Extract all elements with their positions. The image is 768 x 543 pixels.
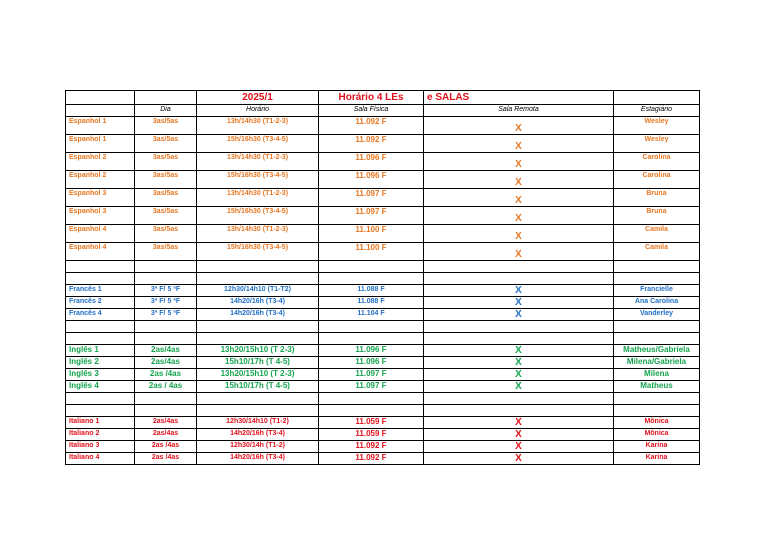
intern-cell: Wesley xyxy=(614,117,700,135)
cell xyxy=(135,261,197,273)
time-cell: 14h20/16h (T3-4) xyxy=(197,309,319,321)
physical-room-cell: 11.092 F xyxy=(319,135,424,153)
intern-cell: Carolina xyxy=(614,153,700,171)
remote-room-mark: X xyxy=(424,171,614,189)
cell xyxy=(614,321,700,333)
cell xyxy=(197,393,319,405)
day-cell: 2as/4as xyxy=(135,429,197,441)
cell xyxy=(319,333,424,345)
remote-room-mark: X xyxy=(424,345,614,357)
table-row xyxy=(66,243,700,261)
day-cell: 3as/5as xyxy=(135,153,197,171)
remote-room-mark: X xyxy=(424,357,614,369)
remote-room-mark: X xyxy=(424,381,614,393)
intern-cell: Vanderley xyxy=(614,309,700,321)
day-cell: 2as /4as xyxy=(135,369,197,381)
spacer-row xyxy=(66,321,700,333)
course-name: Espanhol 4 xyxy=(66,243,135,261)
remote-room-mark: X xyxy=(424,297,614,309)
table-row xyxy=(66,369,700,381)
spacer-row xyxy=(66,393,700,405)
cell xyxy=(135,273,197,285)
remote-room-mark: X xyxy=(424,429,614,441)
physical-room-cell: 11.096 F xyxy=(319,357,424,369)
schedule-table xyxy=(65,90,700,465)
cell xyxy=(424,333,614,345)
day-cell: 3as/5as xyxy=(135,135,197,153)
column-header-dia: Dia xyxy=(135,105,197,117)
remote-room-mark: X xyxy=(424,369,614,381)
day-cell: 3ª F/ 5 ªF xyxy=(135,285,197,297)
cell xyxy=(135,405,197,417)
remote-room-mark: X xyxy=(424,453,614,465)
intern-cell: Milena/Gabriela xyxy=(614,357,700,369)
table-row xyxy=(66,453,700,465)
day-cell: 2as / 4as xyxy=(135,381,197,393)
intern-cell: Matheus xyxy=(614,381,700,393)
cell xyxy=(614,261,700,273)
year-label: 2025/1 xyxy=(197,91,319,105)
spacer-row xyxy=(66,273,700,285)
intern-cell: Camila xyxy=(614,243,700,261)
remote-room-mark: X xyxy=(424,117,614,135)
cell xyxy=(319,273,424,285)
time-cell: 12h30/14h (T1-2) xyxy=(197,441,319,453)
course-name: Espanhol 2 xyxy=(66,153,135,171)
time-cell: 13h/14h30 (T1-2-3) xyxy=(197,117,319,135)
cell xyxy=(66,105,135,117)
table-row xyxy=(66,117,700,135)
table-row xyxy=(66,345,700,357)
cell xyxy=(197,405,319,417)
day-cell: 2as /4as xyxy=(135,453,197,465)
day-cell: 3ª F/ 5 ªF xyxy=(135,309,197,321)
physical-room-cell: 11.059 F xyxy=(319,417,424,429)
time-cell: 14h20/16h (T3-4) xyxy=(197,429,319,441)
day-cell: 3as/5as xyxy=(135,243,197,261)
time-cell: 12h30/14h10 (T1-T2) xyxy=(197,285,319,297)
cell xyxy=(424,321,614,333)
time-cell: 15h/16h30 (T3-4-5) xyxy=(197,135,319,153)
remote-room-mark: X xyxy=(424,417,614,429)
table-row xyxy=(66,381,700,393)
course-name: Inglês 4 xyxy=(66,381,135,393)
physical-room-cell: 11.097 F xyxy=(319,207,424,225)
table-row xyxy=(66,429,700,441)
remote-room-mark: X xyxy=(424,207,614,225)
remote-room-mark: X xyxy=(424,135,614,153)
intern-cell: Wesley xyxy=(614,135,700,153)
table-row xyxy=(66,153,700,171)
day-cell: 3as/5as xyxy=(135,117,197,135)
cell xyxy=(197,261,319,273)
cell xyxy=(424,393,614,405)
intern-cell: Camila xyxy=(614,225,700,243)
cell xyxy=(135,321,197,333)
table-row xyxy=(66,207,700,225)
cell xyxy=(197,321,319,333)
cell xyxy=(424,405,614,417)
cell xyxy=(135,91,197,105)
remote-room-mark: X xyxy=(424,153,614,171)
cell xyxy=(66,405,135,417)
intern-cell: Matheus/Gabriela xyxy=(614,345,700,357)
cell xyxy=(424,273,614,285)
course-name: Espanhol 3 xyxy=(66,207,135,225)
column-header-estagiario: Estagiário xyxy=(614,105,700,117)
physical-room-cell: 11.088 F xyxy=(319,285,424,297)
time-cell: 14h20/16h (T3-4) xyxy=(197,453,319,465)
time-cell: 13h/14h30 (T1-2-3) xyxy=(197,225,319,243)
course-name: Francês 4 xyxy=(66,309,135,321)
course-name: Francês 1 xyxy=(66,285,135,297)
course-name: Espanhol 4 xyxy=(66,225,135,243)
title-label: Horário 4 LEs xyxy=(319,91,424,105)
table-row xyxy=(66,135,700,153)
spacer-row xyxy=(66,405,700,417)
schedule-body xyxy=(66,117,700,465)
cell xyxy=(319,405,424,417)
cell xyxy=(66,321,135,333)
cell xyxy=(197,333,319,345)
cell xyxy=(66,393,135,405)
physical-room-cell: 11.096 F xyxy=(319,345,424,357)
intern-cell: Carolina xyxy=(614,171,700,189)
course-name: Inglês 1 xyxy=(66,345,135,357)
course-name: Espanhol 2 xyxy=(66,171,135,189)
course-name: Inglês 3 xyxy=(66,369,135,381)
day-cell: 3as/5as xyxy=(135,207,197,225)
intern-cell: Bruna xyxy=(614,207,700,225)
remote-room-mark: X xyxy=(424,285,614,297)
time-cell: 15h/16h30 (T3-4-5) xyxy=(197,207,319,225)
spacer-row xyxy=(66,333,700,345)
cell xyxy=(319,321,424,333)
table-row xyxy=(66,297,700,309)
physical-room-cell: 11.088 F xyxy=(319,297,424,309)
column-header-sala-remota: Sala Remota xyxy=(424,105,614,117)
course-name: Italiano 2 xyxy=(66,429,135,441)
physical-room-cell: 11.097 F xyxy=(319,381,424,393)
cell xyxy=(614,333,700,345)
table-row xyxy=(66,225,700,243)
course-name: Espanhol 3 xyxy=(66,189,135,207)
spacer-row xyxy=(66,261,700,273)
physical-room-cell: 11.059 F xyxy=(319,429,424,441)
day-cell: 2as/4as xyxy=(135,345,197,357)
day-cell: 2as/4as xyxy=(135,417,197,429)
day-cell: 3as/5as xyxy=(135,171,197,189)
cell xyxy=(66,273,135,285)
physical-room-cell: 11.092 F xyxy=(319,441,424,453)
physical-room-cell: 11.096 F xyxy=(319,153,424,171)
cell xyxy=(197,273,319,285)
column-header-sala-fisica: Sala Física xyxy=(319,105,424,117)
table-row xyxy=(66,441,700,453)
table-row xyxy=(66,171,700,189)
table-row xyxy=(66,417,700,429)
course-name: Italiano 1 xyxy=(66,417,135,429)
intern-cell: Milena xyxy=(614,369,700,381)
day-cell: 2as/4as xyxy=(135,357,197,369)
table-row xyxy=(66,189,700,207)
remote-room-mark: X xyxy=(424,189,614,207)
cell xyxy=(66,333,135,345)
course-name: Inglês 2 xyxy=(66,357,135,369)
cell xyxy=(614,393,700,405)
title-row xyxy=(66,91,700,105)
time-cell: 15h/16h30 (T3-4-5) xyxy=(197,243,319,261)
intern-cell: Karina xyxy=(614,453,700,465)
course-name: Italiano 4 xyxy=(66,453,135,465)
time-cell: 15h10/17h (T 4-5) xyxy=(197,357,319,369)
time-cell: 14h20/16h (T3-4) xyxy=(197,297,319,309)
physical-room-cell: 11.096 F xyxy=(319,171,424,189)
cell xyxy=(66,91,135,105)
physical-room-cell: 11.097 F xyxy=(319,369,424,381)
course-name: Italiano 3 xyxy=(66,441,135,453)
physical-room-cell: 11.097 F xyxy=(319,189,424,207)
remote-room-mark: X xyxy=(424,441,614,453)
day-cell: 2as /4as xyxy=(135,441,197,453)
time-cell: 13h20/15h10 (T 2-3) xyxy=(197,369,319,381)
course-name: Francês 2 xyxy=(66,297,135,309)
intern-cell: Ana Carolina xyxy=(614,297,700,309)
time-cell: 15h/16h30 (T3-4-5) xyxy=(197,171,319,189)
physical-room-cell: 11.100 F xyxy=(319,225,424,243)
course-name: Espanhol 1 xyxy=(66,135,135,153)
remote-room-mark: X xyxy=(424,243,614,261)
table-row xyxy=(66,309,700,321)
column-header-row xyxy=(66,105,700,117)
intern-cell: Karina xyxy=(614,441,700,453)
time-cell: 15h10/17h (T 4-5) xyxy=(197,381,319,393)
intern-cell: Mônica xyxy=(614,429,700,441)
day-cell: 3as/5as xyxy=(135,225,197,243)
intern-cell: Francielle xyxy=(614,285,700,297)
physical-room-cell: 11.104 F xyxy=(319,309,424,321)
physical-room-cell: 11.092 F xyxy=(319,453,424,465)
cell xyxy=(319,393,424,405)
day-cell: 3as/5as xyxy=(135,189,197,207)
intern-cell: Mônica xyxy=(614,417,700,429)
cell xyxy=(319,261,424,273)
cell xyxy=(424,261,614,273)
time-cell: 13h/14h30 (T1-2-3) xyxy=(197,153,319,171)
cell xyxy=(135,333,197,345)
table-row xyxy=(66,285,700,297)
physical-room-cell: 11.100 F xyxy=(319,243,424,261)
cell xyxy=(614,91,700,105)
cell xyxy=(614,405,700,417)
cell xyxy=(614,273,700,285)
remote-room-mark: X xyxy=(424,309,614,321)
column-header-horario: Horário xyxy=(197,105,319,117)
cell xyxy=(135,393,197,405)
table-row xyxy=(66,357,700,369)
day-cell: 3ª F/ 5 ªF xyxy=(135,297,197,309)
time-cell: 13h/14h30 (T1-2-3) xyxy=(197,189,319,207)
physical-room-cell: 11.092 F xyxy=(319,117,424,135)
rooms-label: e SALAS xyxy=(424,91,614,105)
time-cell: 12h30/14h10 (T1-2) xyxy=(197,417,319,429)
intern-cell: Bruna xyxy=(614,189,700,207)
remote-room-mark: X xyxy=(424,225,614,243)
time-cell: 13h20/15h10 (T 2-3) xyxy=(197,345,319,357)
course-name: Espanhol 1 xyxy=(66,117,135,135)
cell xyxy=(66,261,135,273)
